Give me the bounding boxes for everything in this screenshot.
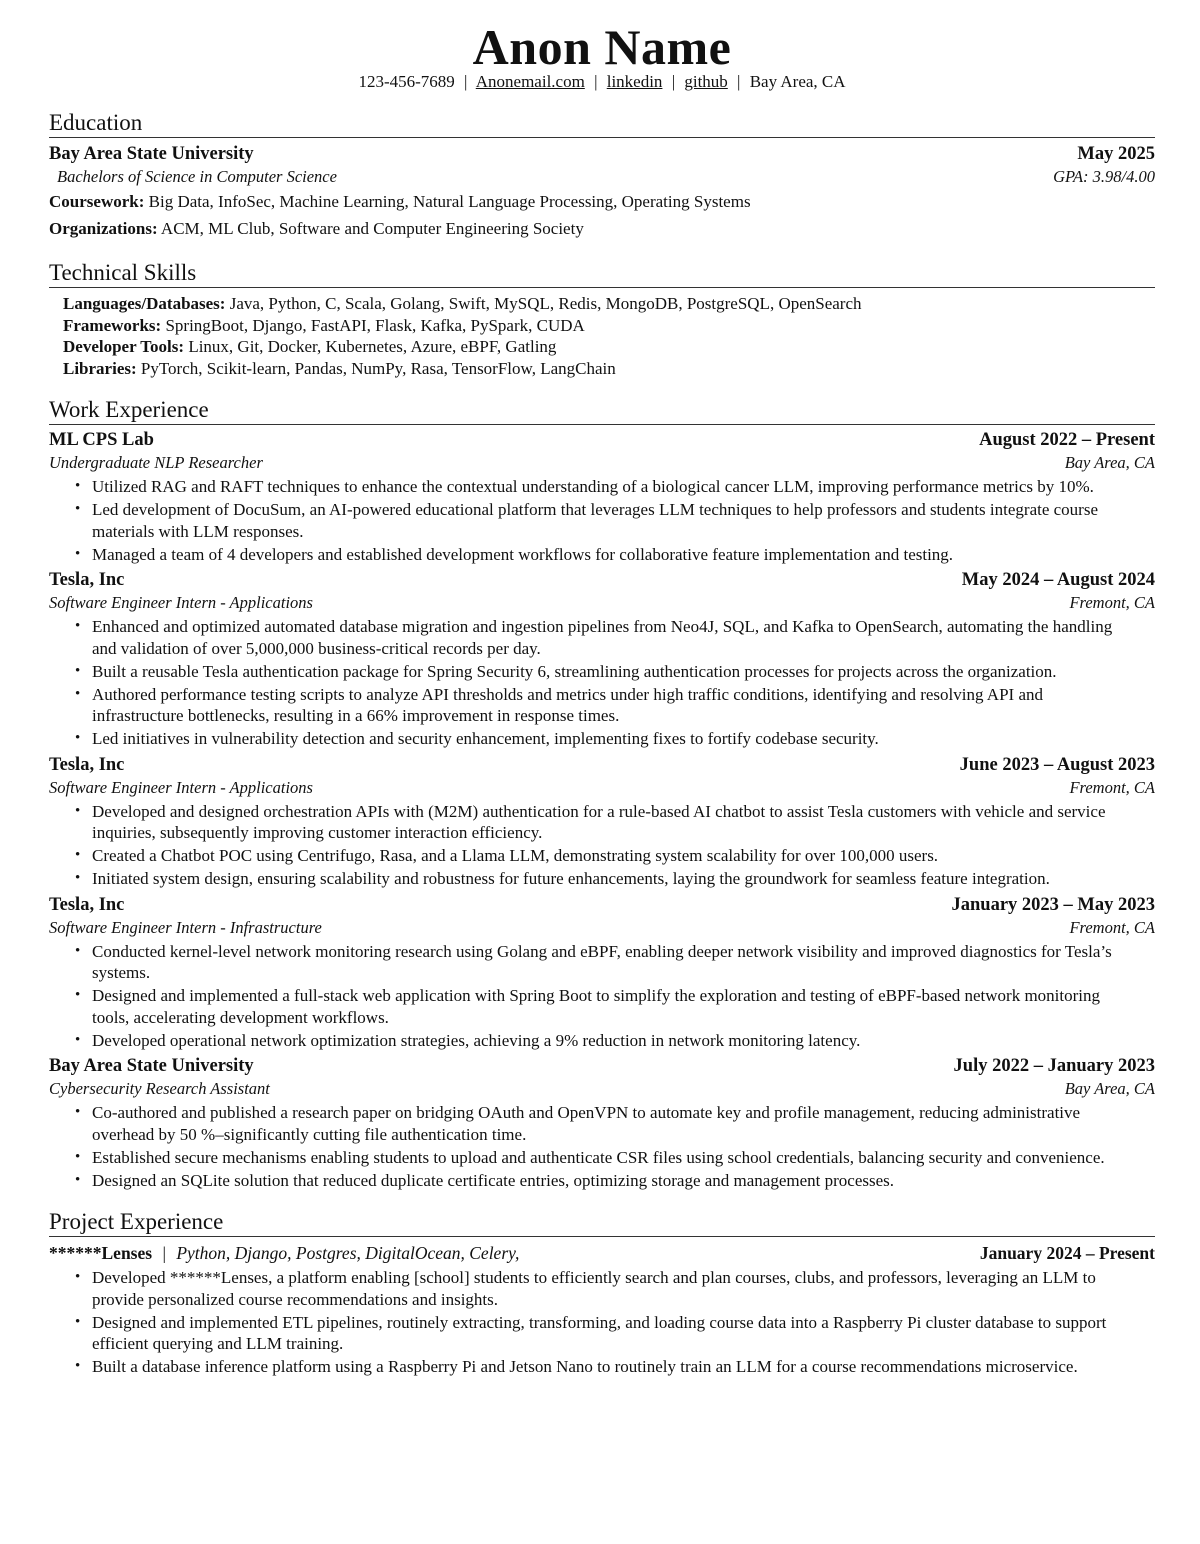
bullet-item: • Designed and implemented a full-stack web application with Spring Boot to simplify the exploration and testing of eBPF-based network monitoring tools, accelerating development workflows.	[92, 985, 1155, 1028]
contact-line	[49, 72, 1155, 92]
section-title-work: Work Experience	[49, 397, 1155, 425]
company-name: Tesla, Inc	[49, 754, 125, 775]
job-entry	[49, 568, 1155, 750]
resume-page	[49, 0, 1155, 1379]
skill-row	[63, 293, 1155, 315]
bullet-item: • Utilized RAG and RAFT techniques to enhance the contextual understanding of a biological cancer LLM, improving performance metrics by 10%.	[92, 476, 1155, 498]
bullet-item: • Developed operational network optimization strategies, achieving a 9% reduction in network monitoring latency.	[92, 1030, 1155, 1052]
organizations-line	[49, 215, 1155, 242]
job-bullets	[49, 941, 1155, 1052]
phone-number: 123-456-7689	[358, 72, 455, 91]
skill-value: Linux, Git, Docker, Kubernetes, Azure, eBPF, Gatling	[188, 337, 557, 356]
job-location: Fremont, CA	[1069, 777, 1155, 797]
bullet-item: • Conducted kernel-level network monitoring research using Golang and eBPF, enabling deeper network visibility and improved diagnostics for Tesla’s systems.	[92, 941, 1155, 984]
job-location: Fremont, CA	[1069, 917, 1155, 937]
job-bullets	[49, 1102, 1155, 1191]
company-name: Tesla, Inc	[49, 894, 125, 915]
bullet-item: • Authored performance testing scripts to analyze API thresholds and metrics under high traffic conditions, identifying and resolving API and infrastructure bottlenecks, resulting in a 66% improvement in response times.	[92, 684, 1155, 727]
bullet-item: • Developed ******Lenses, a platform enabling [school] students to efficiently search and plan courses, clubs, and professors, leveraging an LLM to provide personalized course recommendations and insights.	[92, 1267, 1155, 1310]
bullet-item: • Developed and designed orchestration APIs with (M2M) authentication for a rule-based AI chatbot to assist Tesla customers with vehicle and service inquiries, subsequently improving customer interaction efficiency.	[92, 801, 1155, 844]
job-role: Undergraduate NLP Researcher	[49, 453, 263, 472]
skill-row	[63, 336, 1155, 358]
bullet-item: • Enhanced and optimized automated database migration and ingestion pipelines from Neo4J, SQL, and Kafka to OpenSearch, automating the handling and validation of over 5,000,000 business-critical records per day.	[92, 616, 1155, 659]
job-entry	[49, 1054, 1155, 1191]
github-link[interactable]: github	[684, 72, 728, 91]
job-bullets	[49, 801, 1155, 890]
job-bullets	[49, 476, 1155, 565]
bullet-item: • Established secure mechanisms enabling students to upload and authenticate CSR files using school credentials, balancing security and convenience.	[92, 1147, 1155, 1169]
separator: |	[594, 72, 598, 91]
section-title-projects: Project Experience	[49, 1209, 1155, 1237]
school-name: Bay Area State University	[49, 144, 254, 164]
separator: |	[671, 72, 676, 91]
project-tech: Python, Django, Postgres, DigitalOcean, Celery,	[176, 1243, 520, 1263]
skills-list	[49, 293, 1155, 379]
coursework-line	[49, 188, 1155, 215]
job-entry	[49, 753, 1155, 890]
skill-label: Libraries:	[63, 358, 137, 378]
skill-value: SpringBoot, Django, FastAPI, Flask, Kafka, PySpark, CUDA	[165, 315, 585, 335]
separator: |	[737, 72, 741, 91]
bullet-item: • Designed an SQLite solution that reduced duplicate certificate entries, optimizing storage and management processes.	[92, 1170, 1155, 1192]
skill-label: Languages/Databases:	[63, 294, 226, 313]
job-dates: August 2022 – Present	[979, 430, 1155, 450]
coursework-value: Big Data, InfoSec, Machine Learning, Natural Language Processing, Operating Systems	[148, 192, 751, 211]
skill-value: PyTorch, Scikit-learn, Pandas, NumPy, Rasa, TensorFlow, LangChain	[140, 358, 616, 378]
degree: Bachelors of Science in Computer Science	[57, 167, 337, 186]
skill-label: Frameworks:	[63, 315, 162, 335]
job-dates: May 2024 – August 2024	[961, 570, 1155, 590]
job-location: Bay Area, CA	[1064, 453, 1155, 472]
skill-value: Java, Python, C, Scala, Golang, Swift, MySQL, Redis, MongoDB, PostgreSQL, OpenSearch	[229, 294, 862, 313]
graduation-date: May 2025	[1077, 144, 1155, 164]
company-name: ML CPS Lab	[49, 430, 154, 450]
gpa: GPA: 3.98/4.00	[1053, 167, 1155, 186]
organizations-label: Organizations:	[49, 219, 158, 238]
job-entry	[49, 428, 1155, 565]
project-entry	[49, 1241, 1155, 1378]
bullet-item: • Designed and implemented ETL pipelines, routinely extracting, transforming, and loading course data into a Raspberry Pi cluster database to support efficient querying and LLM training.	[92, 1312, 1155, 1355]
location: Bay Area, CA	[749, 72, 846, 91]
candidate-name: Anon Name	[472, 19, 732, 75]
job-bullets	[49, 616, 1155, 750]
bullet-item: • Led initiatives in vulnerability detection and security enhancement, implementing fixes to fortify codebase security.	[92, 728, 1155, 750]
section-title-skills: Technical Skills	[49, 260, 1155, 288]
job-role: Cybersecurity Research Assistant	[49, 1079, 270, 1098]
job-location: Fremont, CA	[1069, 593, 1155, 612]
email-link[interactable]: Anonemail.com	[475, 72, 585, 91]
bullet-item: • Co-authored and published a research paper on bridging OAuth and OpenVPN to automate key and profile management, reducing administrative overhead by 50 %–significantly cutting file authentication time.	[92, 1102, 1155, 1145]
coursework-label: Coursework:	[49, 192, 145, 211]
bullet-item: • Managed a team of 4 developers and established development workflows for collaborative feature implementation and testing.	[92, 544, 1155, 566]
bullet-item: • Built a database inference platform using a Raspberry Pi and Jetson Nano to routinely train an LLM for a course recommendations microservice.	[92, 1356, 1155, 1378]
job-role: Software Engineer Intern - Applications	[49, 593, 313, 612]
job-dates: June 2023 – August 2023	[959, 754, 1155, 775]
section-title-education: Education	[49, 110, 1155, 138]
separator: |	[162, 1243, 166, 1263]
job-dates: January 2023 – May 2023	[951, 894, 1155, 915]
skill-row	[63, 315, 1155, 337]
job-location: Bay Area, CA	[1064, 1079, 1155, 1098]
organizations-value: ACM, ML Club, Software and Computer Engineering Society	[160, 219, 584, 238]
project-dates: January 2024 – Present	[979, 1243, 1155, 1263]
skill-row	[63, 358, 1155, 380]
separator: |	[464, 72, 468, 91]
project-name: ******Lenses	[49, 1243, 153, 1263]
job-dates: July 2022 – January 2023	[953, 1056, 1155, 1076]
bullet-item: • Created a Chatbot POC using Centrifugo, Rasa, and a Llama LLM, demonstrating system scalability for over 100,000 users.	[92, 845, 1155, 867]
job-role: Software Engineer Intern - Applications	[49, 777, 313, 797]
job-entry	[49, 893, 1155, 1052]
job-role: Software Engineer Intern - Infrastructure	[49, 917, 322, 937]
education-entry	[49, 142, 1155, 242]
skill-label: Developer Tools:	[63, 337, 185, 356]
company-name: Tesla, Inc	[49, 570, 125, 590]
company-name: Bay Area State University	[49, 1056, 254, 1076]
bullet-item: • Led development of DocuSum, an AI-powered educational platform that leverages LLM techniques to help professors and students integrate course materials with LLM responses.	[92, 499, 1155, 542]
project-bullets	[49, 1267, 1155, 1378]
linkedin-link[interactable]: linkedin	[606, 72, 663, 91]
bullet-item: • Built a reusable Tesla authentication package for Spring Security 6, streamlining authentication processes for projects across the organization.	[92, 661, 1155, 683]
bullet-item: • Initiated system design, ensuring scalability and robustness for future enhancements, laying the groundwork for seamless feature integration.	[92, 868, 1155, 890]
